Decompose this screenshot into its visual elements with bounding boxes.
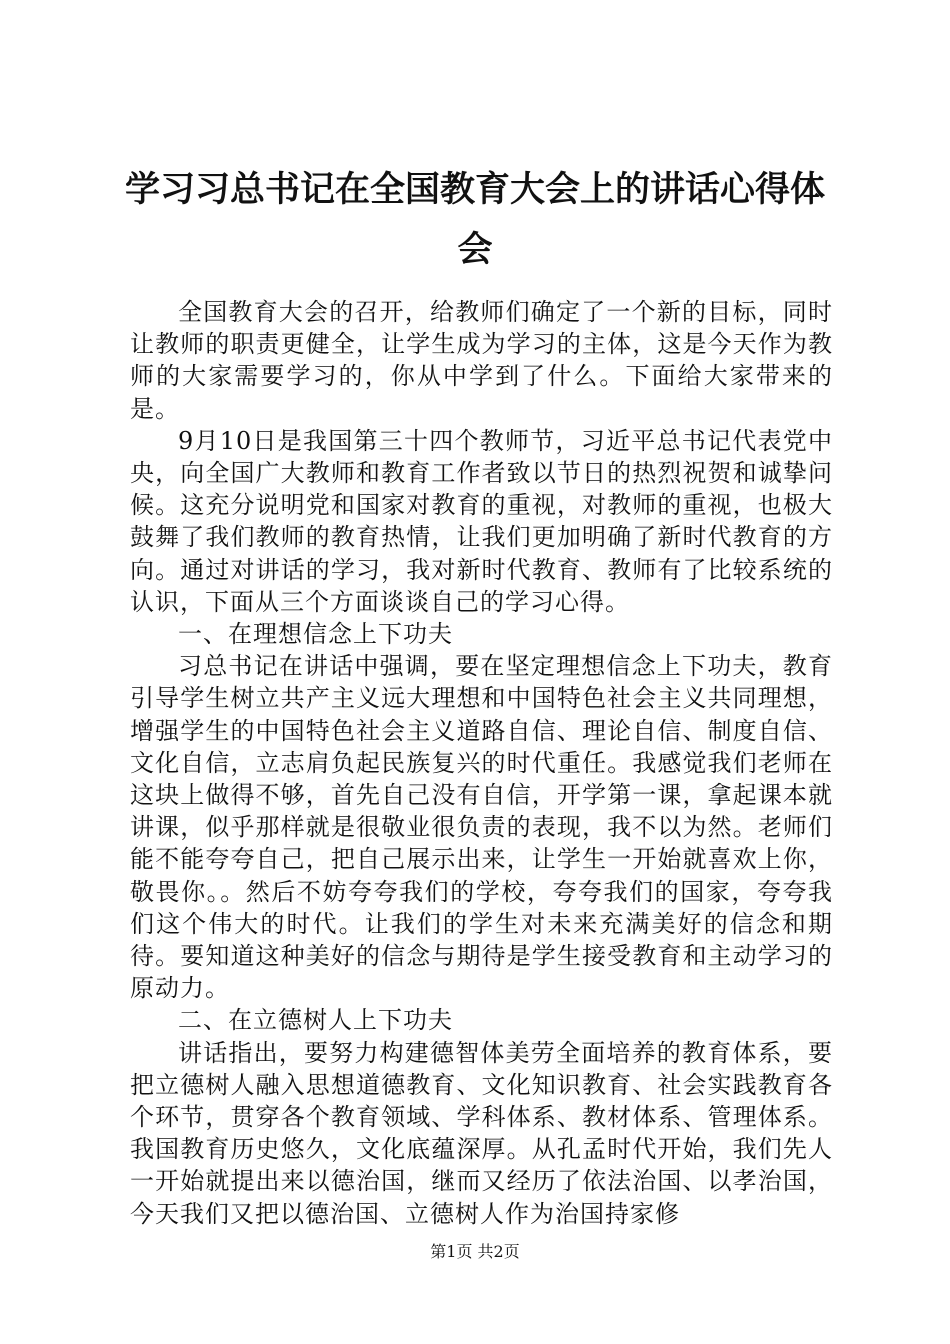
document-title: 学习习总书记在全国教育大会上的讲话心得体会 (124, 170, 825, 270)
paragraph-intro: 全国教育大会的召开，给教师们确定了一个新的目标，同时让教师的职责更健全，让学生成为学习的主体，这是今天作为教师的大家需要学习的，你从中学到了什么。下面给大家带来的是。 (130, 298, 833, 423)
page-number-footer: 第1页 共2页 (430, 1242, 520, 1261)
section-heading-morality: 二、在立德树人上下功夫 (178, 1006, 453, 1035)
paragraph-morality: 讲话指出，要努力构建德智体美劳全面培养的教育体系，要把立德树人融入思想道德教育、文化知识教育、社会实践教育各个环节，贯穿各个教育领域、学科体系、教材体系、管理体系。我国教育历史悠久，文化底蕴深厚。从孔孟时代开始，我们先人一开始就提出来以德治国，继而又经历了依法治国、以孝治国，今天我们又把以德治国、立德树人作为治国持家修 (130, 1038, 833, 1228)
document-body (130, 296, 833, 1230)
paragraph-ideals: 习总书记在讲话中强调，要在坚定理想信念上下功夫，教育引导学生树立共产主义远大理想和中国特色社会主义共同理想，增强学生的中国特色社会主义道路自信、理论自信、制度自信、文化自信，立志肩负起民族复兴的时代重任。我感觉我们老师在这块上做得不够，首先自己没有自信，开学第一课，拿起课本就讲课，似乎那样就是很敬业很负责的表现，我不以为然。老师们能不能夸夸自己，把自己展示出来，让学生一开始就喜欢上你，敬畏你。。然后不妨夸夸我们的学校，夸夸我们的国家，夸夸我们这个伟大的时代。让我们的学生对未来充满美好的信念和期待。要知道这种美好的信念与期待是学生接受教育和主动学习的原动力。 (130, 652, 833, 1003)
section-heading-ideals: 一、在理想信念上下功夫 (178, 620, 453, 649)
paragraph-teachers-day: 9月10日是我国第三十四个教师节，习近平总书记代表党中央，向全国广大教师和教育工作者致以节日的热烈祝贺和诚挚问候。这充分说明党和国家对教育的重视，对教师的重视，也极大鼓舞了我们教师的教育热情，让我们更加明确了新时代教育的方向。通过对讲话的学习，我对新时代教育、教师有了比较系统的认识，下面从三个方面谈谈自己的学习心得。 (130, 426, 833, 616)
